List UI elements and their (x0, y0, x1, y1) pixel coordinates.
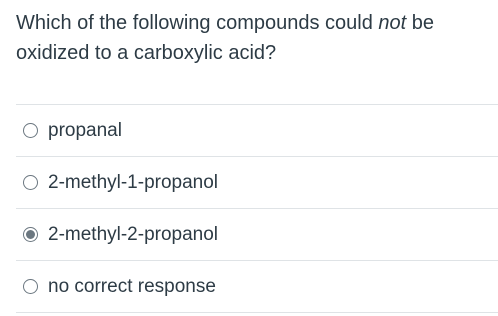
radio-button-icon[interactable] (23, 175, 38, 190)
answer-label: 2-methyl-2-propanol (48, 223, 219, 245)
answer-option-propanal[interactable] (16, 105, 498, 157)
answer-list (16, 104, 498, 313)
question-text (16, 8, 486, 68)
answer-option-2-methyl-1-propanol[interactable] (16, 157, 498, 209)
answer-option-2-methyl-2-propanol[interactable] (16, 209, 498, 261)
answer-label: propanal (48, 119, 122, 141)
question-text-before: Which of the following compounds could (16, 12, 379, 34)
radio-button-icon[interactable] (23, 123, 38, 138)
answer-label: 2-methyl-1-propanol (48, 171, 219, 193)
answer-option-no-correct-response[interactable] (16, 261, 498, 313)
radio-button-selected-icon[interactable] (23, 227, 38, 242)
answer-label: no correct response (48, 275, 216, 297)
radio-button-icon[interactable] (23, 279, 38, 294)
question-text-after: be oxidized to a carboxylic acid? (16, 12, 435, 64)
question-emphasis: not (378, 12, 407, 34)
